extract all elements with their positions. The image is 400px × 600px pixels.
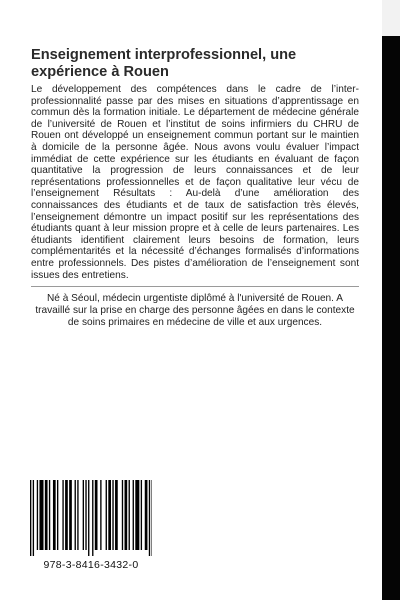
barcode-bar (53, 480, 56, 550)
barcode-bar (45, 480, 48, 550)
isbn-number: 978-3-8416-3432-0 (43, 559, 139, 571)
barcode-bar (62, 480, 63, 550)
book-title: Enseignement interprofessionnel, une expérience à Rouen (31, 47, 297, 80)
barcode-bar (145, 480, 148, 550)
author-bio: Né à Séoul, médecin urgentiste diplômé à l'université de Rouen. A travaillé sur la prise en charge des personne âgées en dans le contexte de soins primaires en médecine de ville et aux urgences. (35, 293, 355, 328)
barcode-bar (30, 480, 31, 556)
barcode-bar (149, 480, 150, 556)
barcode-bar (83, 480, 84, 550)
barcode-bar (75, 480, 76, 550)
barcode-bar (92, 480, 93, 556)
barcode-bar (125, 480, 128, 550)
barcode-bar (85, 480, 86, 550)
barcode-bar (135, 480, 139, 550)
barcode-bar (152, 480, 153, 556)
barcode-bar (100, 480, 101, 550)
barcode-bar (65, 480, 68, 550)
book-spine (382, 0, 400, 600)
book-abstract: Le développement des compétences dans le cadre de l’inter-professionnalité passe par des mises en situations d’apprentissage en commun dès la formation initiale. Le département de médecine générale de l’université de Rouen et l’institut de soins infirmiers du CHRU de Rouen ont développé un enseignement commun portant sur le maintien à domicile de la personne âgée. Nous avons voulu évaluer l’impact immédiat de cette expérience sur les étudiants en évaluant de façon quantitative la progression de leurs connaissances et de leur représentations professionnelles et de façon qualitative leur vécu de l’enseignement Résultats : Au-delà d’une amélioration des connaissances des étudiants et de taux de satisfaction très élevés, l’enseignement démontre un impact positif sur les représentations des étudiants quant à leur mission propre et à celle de leurs partenaires. Les étudiants identifient clairement leurs besoins de formation, leurs complémentarités et la nécessité d’échanges formalisés d’informations entre professionnels. Des pistes d’amélioration de l’enseignement sont issues des entretiens. (31, 84, 359, 281)
barcode-bar (108, 480, 111, 550)
barcode-bar (122, 480, 123, 550)
barcode-bar (88, 480, 89, 556)
barcode (22, 480, 160, 571)
barcode-bar (141, 480, 142, 550)
section-divider (31, 286, 359, 287)
barcode-bar (37, 480, 38, 550)
spine-top-strip (382, 0, 400, 36)
barcode-bar (115, 480, 118, 550)
barcode-bar (49, 480, 50, 550)
barcode-bar (133, 480, 134, 550)
barcode-bar (33, 480, 34, 556)
barcode-bars (30, 480, 152, 556)
barcode-bar (112, 480, 113, 550)
barcode-bar (95, 480, 98, 550)
barcode-bar (69, 480, 72, 550)
barcode-bar (129, 480, 130, 550)
barcode-bar (57, 480, 58, 550)
barcode-bar (77, 480, 78, 550)
barcode-bar (39, 480, 43, 550)
barcode-bar (106, 480, 107, 550)
